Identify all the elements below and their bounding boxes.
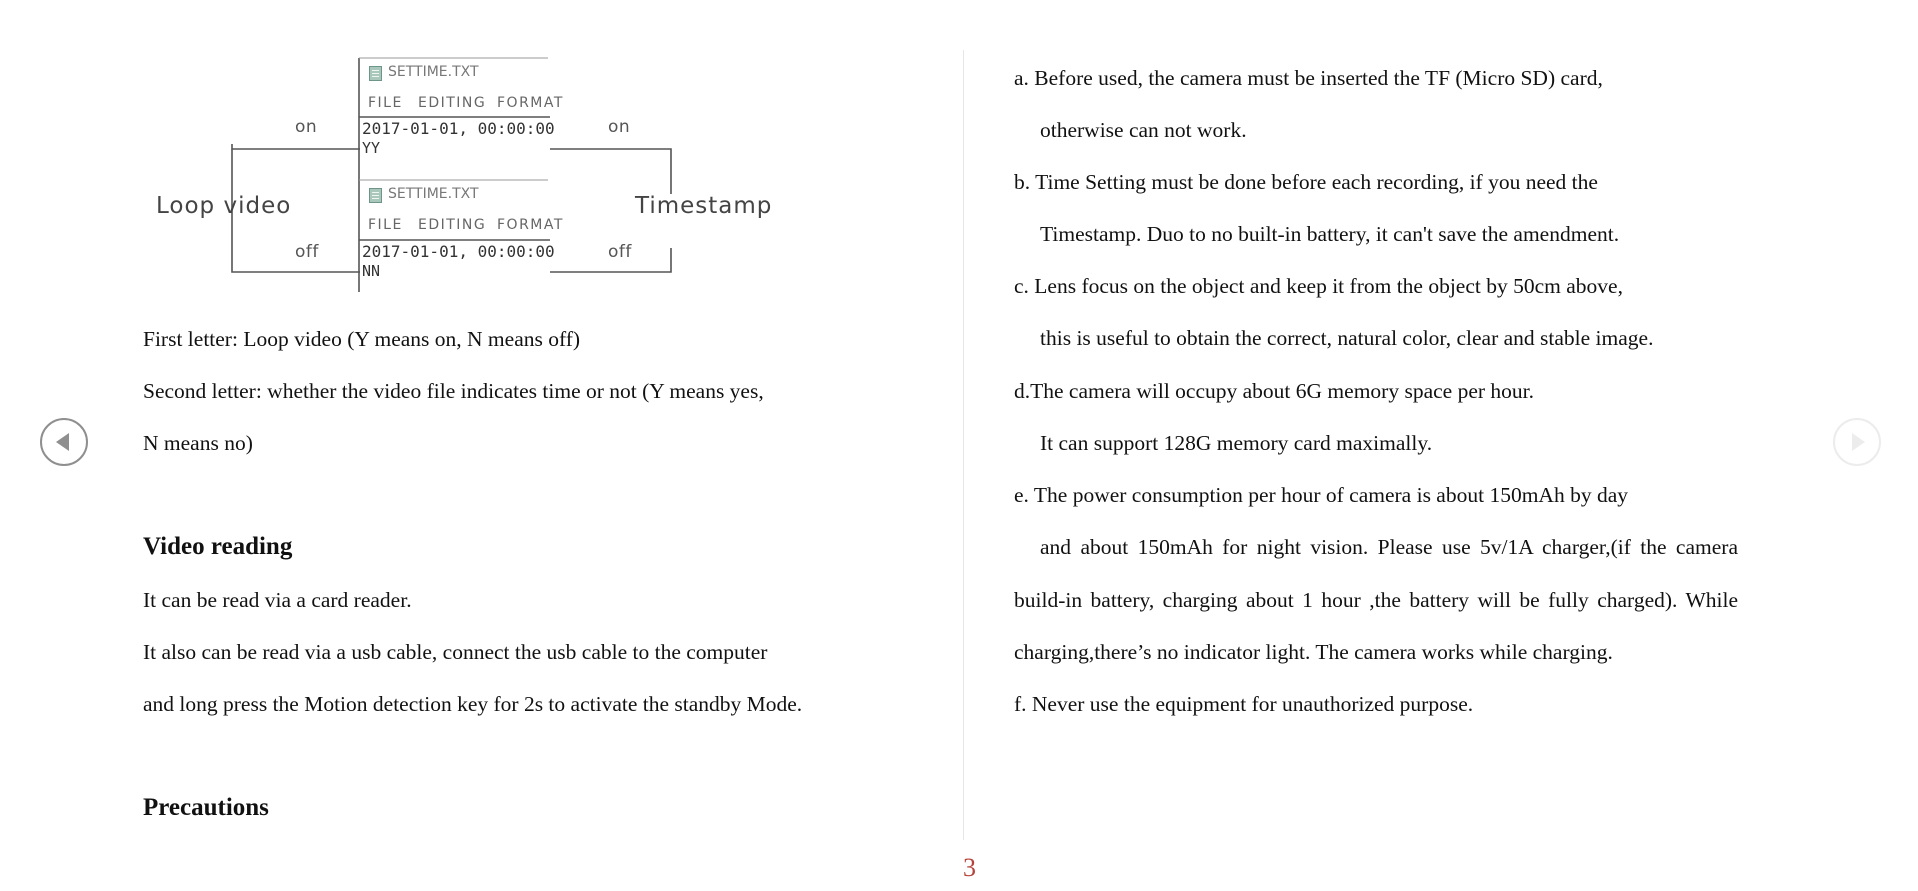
precaution-line: otherwise can not work. <box>1040 118 1247 142</box>
settime-code: NN <box>362 262 381 280</box>
paragraph-line: N means no) <box>143 431 253 455</box>
precaution-line: f. Never use the equipment for unauthorized purpose. <box>1014 692 1474 716</box>
precaution-line: c. Lens focus on the object and keep it from the object by 50cm above, <box>1014 274 1623 298</box>
precaution-line: this is useful to obtain the correct, natural color, clear and stable image. <box>1040 326 1654 350</box>
text-file-icon <box>369 66 382 81</box>
right-page <box>964 0 1918 891</box>
paragraph-line: It also can be read via a usb cable, connect the usb cable to the computer <box>143 640 768 664</box>
precaution-line: d.The camera will occupy about 6G memory space per hour. <box>1014 379 1534 403</box>
paragraph-line: It can be read via a card reader. <box>143 588 412 612</box>
video-reading-heading: Video reading <box>143 533 293 560</box>
paragraph-line: First letter: Loop video (Y means on, N means off) <box>143 327 581 351</box>
chevron-right-icon <box>1835 420 1879 464</box>
settime-code: YY <box>362 139 381 157</box>
precaution-line: build-in battery, charging about 1 hour ,the battery will be fully charged). While <box>1014 588 1738 612</box>
text-file-icon <box>369 188 382 203</box>
next-page-button[interactable] <box>1833 418 1881 466</box>
file-name: SETTIME.TXT <box>388 64 479 80</box>
menu-format: FORMAT <box>497 95 564 111</box>
on-label-right: on <box>608 117 631 137</box>
precaution-line: charging,there’s no indicator light. The camera works while charging. <box>1014 640 1613 664</box>
precaution-line: and about 150mAh for night vision. Please use 5v/1A charger,(if the camera <box>1040 535 1738 559</box>
off-label-left: off <box>295 242 319 262</box>
precaution-line: b. Time Setting must be done before each recording, if you need the <box>1014 170 1598 194</box>
file-name: SETTIME.TXT <box>388 186 479 202</box>
timestamp-label: Timestamp <box>635 193 773 219</box>
on-label-left: on <box>295 117 318 137</box>
menu-editing: EDITING <box>418 95 487 111</box>
precaution-line: a. Before used, the camera must be inserted the TF (Micro SD) card, <box>1014 66 1603 90</box>
chevron-left-icon <box>42 420 86 464</box>
page-number: 3 <box>963 853 976 882</box>
menu-file: FILE <box>368 217 403 233</box>
paragraph-line: Second letter: whether the video file indicates time or not (Y means yes, <box>143 379 764 403</box>
precaution-line: e. The power consumption per hour of camera is about 150mAh by day <box>1014 483 1628 507</box>
diagram-lines <box>150 52 790 308</box>
loop-video-label: Loop video <box>156 193 292 219</box>
menu-format: FORMAT <box>497 217 564 233</box>
settime-diagram <box>150 52 790 308</box>
off-label-right: off <box>608 242 632 262</box>
settime-datetime: 2017-01-01, 00:00:00 <box>362 242 555 261</box>
precaution-line: Timestamp. Duo to no built-in battery, it can't save the amendment. <box>1040 222 1620 246</box>
precaution-line: It can support 128G memory card maximally. <box>1040 431 1433 455</box>
paragraph-line: and long press the Motion detection key for 2s to activate the standby Mode. <box>143 692 803 716</box>
previous-page-button[interactable] <box>40 418 88 466</box>
menu-editing: EDITING <box>418 217 487 233</box>
settime-datetime: 2017-01-01, 00:00:00 <box>362 119 555 138</box>
precautions-heading: Precautions <box>143 794 269 821</box>
menu-file: FILE <box>368 95 403 111</box>
